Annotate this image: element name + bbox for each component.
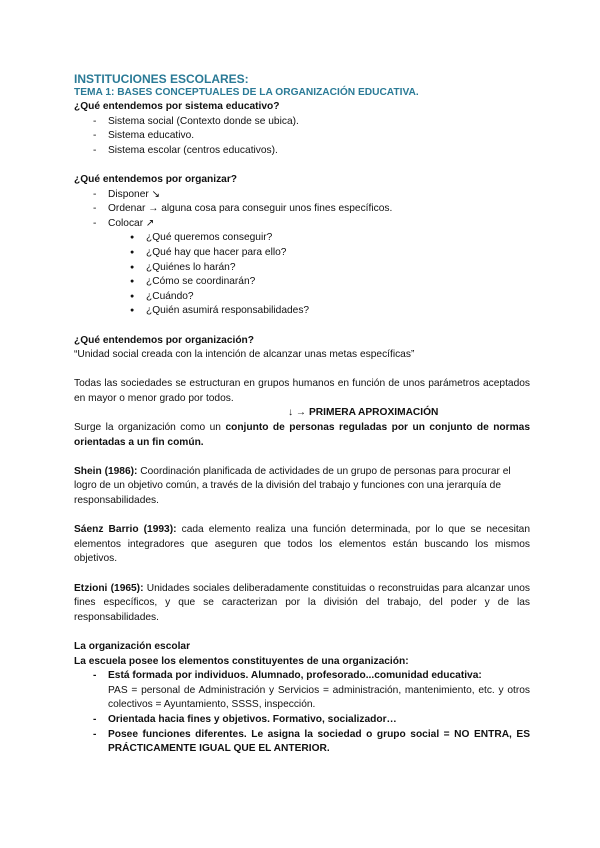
definition-quote: “Unidad social creada con la intención de alcanzar unas metas específicas” [74,349,415,361]
sub-list-item: ● ¿Qué hay que hacer para ello? [130,246,530,261]
list-item: - Sistema educativo. [93,129,530,144]
list-item: - Orientada hacia fines y objetivos. Formativo, socializador… [93,713,530,728]
sub-list-item: ● ¿Quién asumirá responsabilidades? [130,304,530,319]
q1-heading: ¿Qué entendemos por sistema educativo? [74,101,280,112]
q2-list [74,188,530,232]
q2-sublist [74,231,530,319]
topic-title: TEMA 1: BASES CONCEPTUALES DE LA ORGANIZACIÓN EDUCATIVA. [74,87,419,98]
q1-list [74,115,530,159]
list-item: - Sistema social (Contexto donde se ubica). [93,115,530,130]
sub-list-item: ● ¿Quiénes lo harán? [130,261,530,276]
first-approximation [74,406,530,421]
author-saenz-barrio: Sáenz Barrio (1993): cada elemento realiza una función determinada, por lo que se necesitan elementos integradores que aseguren que todos los elementos están buscando los mismos objetivos. [74,524,530,565]
document-page [74,72,530,757]
school-heading: La organización escolar [74,640,191,652]
q2-heading: ¿Qué entendemos por organizar? [74,173,238,185]
author-shein: Shein (1986): Coordinación planificada de actividades de un grupo de personas para procurar el logro de un objetivo común, a través de la división del trabajo y funciones con una jerarquía de responsabilidades. [74,465,511,507]
organization-definition: Surge la organización como un conjunto de personas reguladas por un conjunto de normas orientadas a un fin común. [74,422,530,448]
arrow-icon: ↓ → [288,407,307,419]
list-item: - Colocar ↗ [93,217,530,232]
list-item: - Posee funciones diferentes. Le asigna la sociedad o grupo social = NO ENTRA, ES PRÁCTICAMENTE IGUAL QUE EL ANTERIOR. [93,728,530,757]
list-item: - Está formada por individuos. Alumnado, profesorado...comunidad educativa: PAS = personal de Administración y Servicios = administración, mantenimiento, etc. y otros colectivos = Ayuntamiento, SSSS, inspección. [93,669,530,713]
sub-list-item: ● ¿Cuándo? [130,290,530,305]
sub-list-item: ● ¿Cómo se coordinarán? [130,275,530,290]
society-paragraph: Todas las sociedades se estructuran en grupos humanos en función de unos parámetros aceptados en mayor o menor grado por todos. [74,378,530,404]
list-item: - Sistema escolar (centros educativos). [93,144,530,159]
list-item: - Disponer ↘ [93,188,530,203]
q3-heading: ¿Qué entendemos por organización? [74,334,254,346]
school-list [74,669,530,757]
author-etzioni: Etzioni (1965): Unidades sociales deliberadamente constituidas o reconstruidas para alcanzar unos fines específicos, y que se caracterizan por la división del trabajo, del poder y de las responsabilidades. [74,582,531,623]
list-item: - Ordenar → alguna cosa para conseguir unos fines específicos. [93,202,530,217]
document-title: INSTITUCIONES ESCOLARES: [74,72,249,86]
sub-list-item: ● ¿Qué queremos conseguir? [130,231,530,246]
approximation-label: PRIMERA APROXIMACIÓN [308,407,439,419]
school-intro: La escuela posee los elementos constituyentes de una organización: [74,655,409,667]
